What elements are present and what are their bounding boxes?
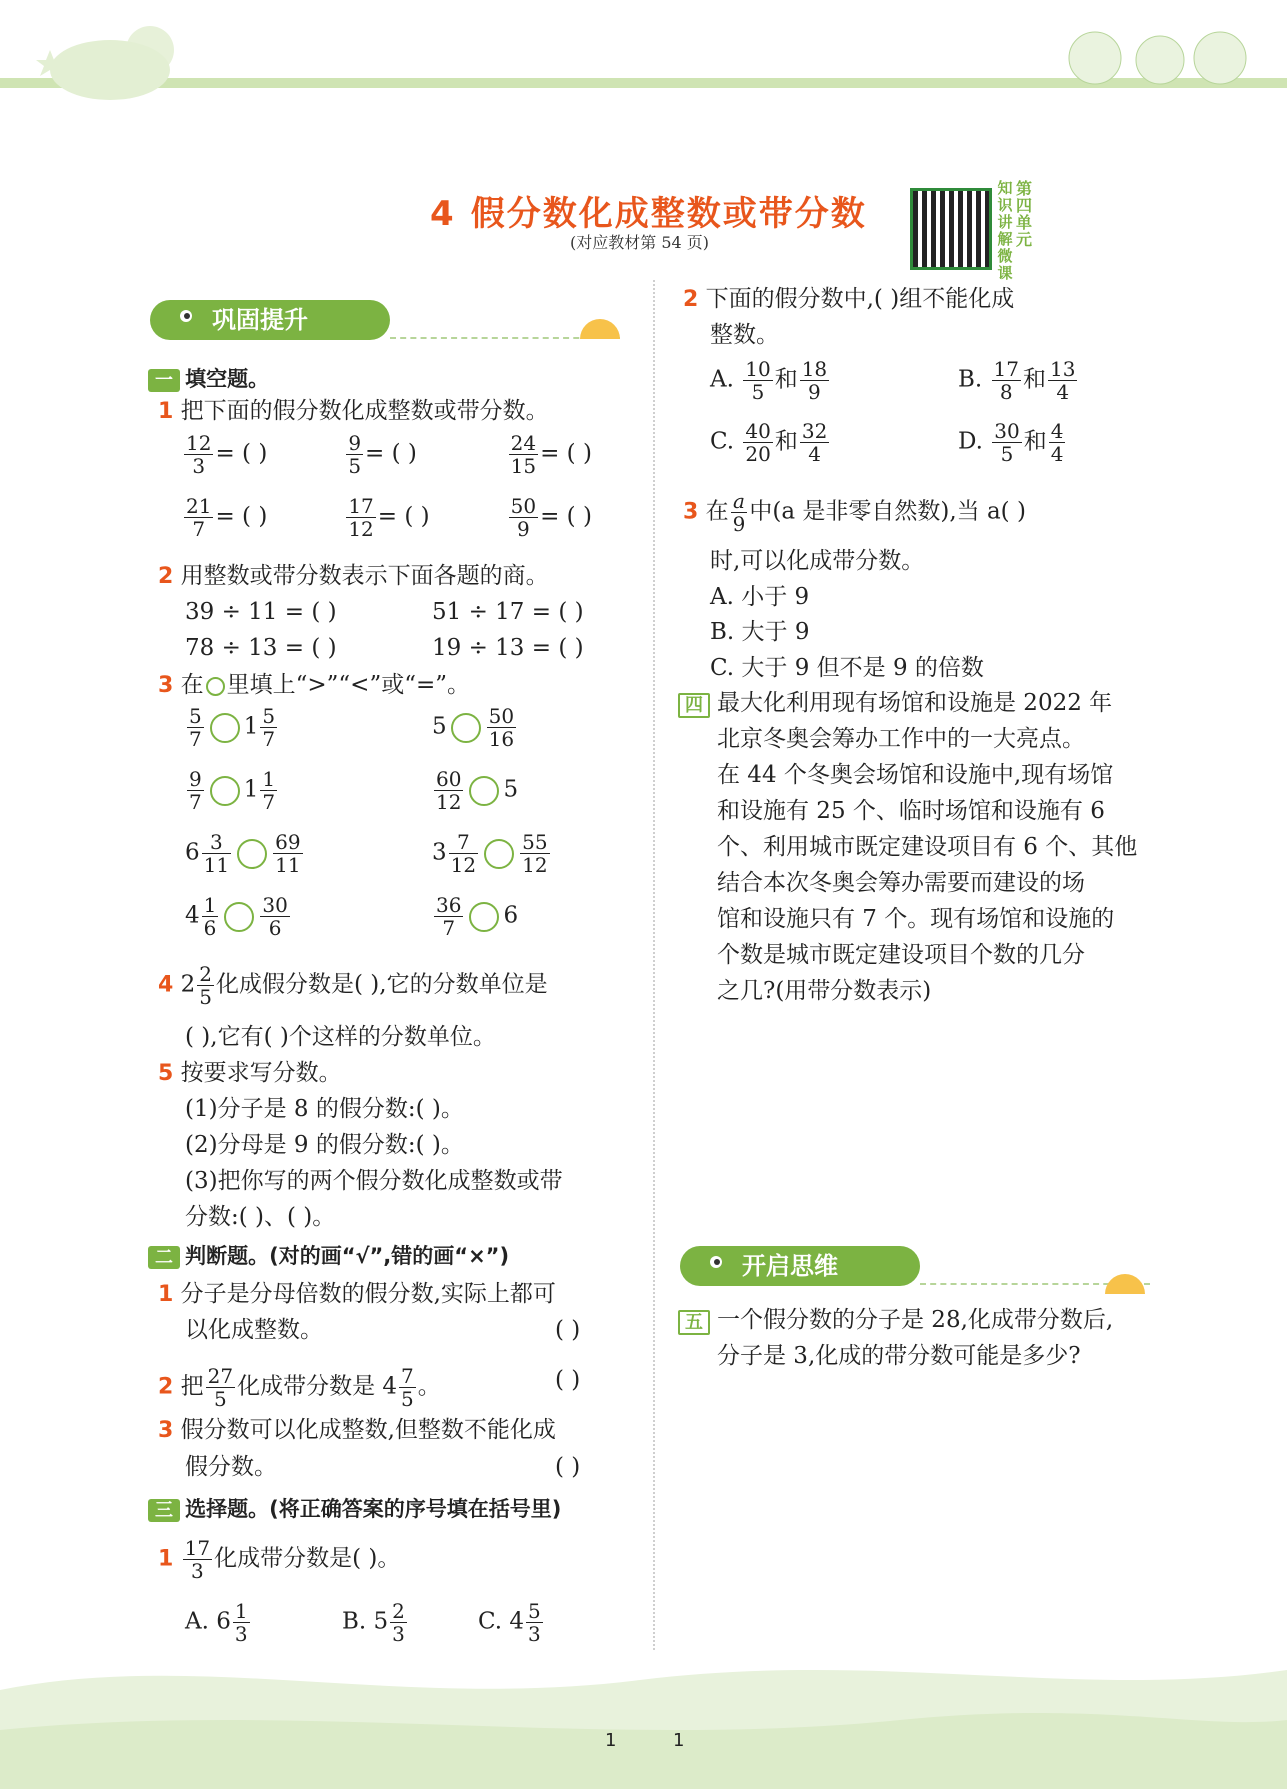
fraction: $\frac{60}{12}$: [436, 767, 462, 814]
choice-q3-line2: 时,可以化成带分数。: [710, 548, 925, 574]
hills-decoration: [0, 1630, 1287, 1789]
answer-paren[interactable]: ( ): [555, 1454, 581, 1480]
page-number-left: 1: [605, 1730, 617, 1751]
choice-q2-option-d[interactable]: D. $\frac{30}{5}$ 和 $\frac{4}{4}$: [958, 419, 1064, 466]
part4-line: 在 44 个冬奥会场馆和设施中,现有场馆: [717, 762, 1114, 788]
page-title: 假分数化成整数或带分数: [470, 194, 867, 234]
choice-q2-option-c[interactable]: C. $\frac{40}{20}$ 和 $\frac{32}{4}$: [710, 419, 828, 466]
judge-q3-line2: 假分数。: [185, 1454, 277, 1480]
compare-circle[interactable]: [469, 902, 499, 932]
choice-q2-text[interactable]: 下面的假分数中,( )组不能化成: [705, 286, 1015, 312]
choice-q2: 2 下面的假分数中,( )组不能化成: [683, 286, 1015, 312]
fraction: $\frac{24}{15}$: [510, 431, 537, 478]
part3-header: [148, 1493, 561, 1523]
fraction: $\frac{55}{12}$: [522, 830, 548, 877]
part4-line: 和设施有 25 个、临时场馆和设施有 6: [717, 798, 1105, 824]
judge-q1-line2: 以化成整数。: [185, 1317, 323, 1343]
choice-q1-option[interactable]: A. 6 $\frac{1}{3}$: [185, 1599, 248, 1646]
q2-number: 2: [158, 564, 174, 589]
part4-line: 结合本次冬奥会筹办需要而建设的场: [717, 870, 1085, 896]
page-number-right: 1: [673, 1730, 685, 1751]
part1-badge: 一: [148, 369, 180, 392]
fraction: $\frac{7}{12}$: [450, 830, 477, 877]
compare-item: 5 $\frac{50}{16}$: [432, 704, 515, 751]
q1-number: 1: [158, 399, 174, 424]
compare-item: $\frac{9}{7}$ 1 $\frac{1}{7}$: [189, 767, 276, 814]
part3-badge: 三: [148, 1499, 180, 1522]
choice-q3-option[interactable]: C. 大于 9 但不是 9 的倍数: [710, 655, 984, 681]
circle-icon: [206, 677, 225, 696]
q2-text: 用整数或带分数表示下面各题的商。: [180, 563, 549, 589]
part4-line: 之几?(用带分数表示): [717, 978, 932, 1004]
fraction: $\frac{2}{5}$: [199, 962, 212, 1009]
q1-text: 把下面的假分数化成整数或带分数。: [180, 398, 549, 424]
q5-line-item: (3)把你写的两个假分数化成整数或带: [185, 1168, 563, 1194]
part1-title: 填空题。: [185, 367, 270, 391]
part4-line: 北京冬奥会筹办工作中的一大亮点。: [717, 726, 1085, 752]
fraction: $\frac{9}{7}$: [189, 767, 202, 814]
q2-item[interactable]: 78 ÷ 13 = ( ): [185, 635, 337, 661]
thinking-banner-label: 开启思维: [680, 1246, 920, 1286]
answer-blank[interactable]: = ( ): [377, 503, 430, 530]
q5-number: 5: [158, 1061, 174, 1086]
fraction: $\frac{9}{5}$: [348, 431, 362, 478]
choice-q1-option[interactable]: C. 4 $\frac{5}{3}$: [478, 1599, 541, 1646]
q2-line: [158, 561, 549, 592]
choice-q2-line2: 整数。: [710, 322, 779, 348]
fraction: $\frac{12}{3}$: [186, 431, 212, 478]
fraction: $\frac{17}{12}$: [348, 494, 374, 541]
q5-line-item[interactable]: (1)分子是 8 的假分数:( )。: [185, 1096, 464, 1122]
animals-decoration: [1060, 18, 1260, 88]
lesson-number: 4: [430, 194, 454, 234]
q5-line: [158, 1058, 342, 1089]
consolidate-banner-label: 巩固提升: [150, 300, 390, 340]
fraction: $\frac{36}{7}$: [436, 893, 462, 940]
part3-title: 选择题。(将正确答案的序号填在括号里): [185, 1497, 562, 1521]
q2-item[interactable]: 51 ÷ 17 = ( ): [432, 599, 584, 625]
qr-code[interactable]: [910, 188, 992, 270]
whale-icon: [680, 1234, 740, 1290]
part2-header: [148, 1240, 509, 1270]
compare-item: $\frac{60}{12}$ 5: [436, 767, 519, 814]
choice-q3-option[interactable]: A. 小于 9: [710, 584, 810, 610]
part4-line: 最大化利用现有场馆和设施是 2022 年: [717, 690, 1113, 716]
q1-row2: [182, 495, 642, 540]
fraction: $\frac{5}{7}$: [262, 704, 276, 751]
q1-line: [158, 396, 549, 427]
answer-blank[interactable]: = ( ): [540, 503, 592, 530]
fraction: $\frac{3}{11}$: [203, 830, 230, 877]
fraction: $\frac{7}{5}$: [401, 1364, 414, 1411]
choice-q3-text[interactable]: 中(a 是非零自然数),当 a( ): [749, 498, 1026, 525]
choice-q3: 3 在 $\frac{a}{9}$ 中(a 是非零自然数),当 a( ): [683, 489, 1026, 536]
whale-icon: [150, 288, 210, 344]
unit-label: 第四单元: [1015, 179, 1032, 249]
compare-circle[interactable]: [237, 839, 267, 869]
q2-item[interactable]: 39 ÷ 11 = ( ): [185, 599, 337, 625]
fraction: $\frac{50}{16}$: [488, 704, 515, 751]
answer-paren[interactable]: ( ): [555, 1317, 581, 1343]
compare-item: 6 $\frac{3}{11}$ $\frac{69}{11}$: [185, 830, 301, 877]
fraction: $\frac{69}{11}$: [275, 830, 301, 877]
choice-q2-option-a[interactable]: A. $\frac{10}{5}$ 和 $\frac{18}{9}$: [710, 357, 828, 404]
choice-q1: 1 $\frac{17}{3}$ 化成带分数是( )。: [158, 1536, 401, 1583]
cloud-sun-decoration: [20, 10, 200, 110]
fraction: $\frac{17}{3}$: [184, 1536, 211, 1583]
part4-line: 馆和设施只有 7 个。现有场馆和设施的: [717, 906, 1115, 932]
compare-item: $\frac{36}{7}$ 6: [436, 893, 519, 940]
compare-item: 3 $\frac{7}{12}$ $\frac{55}{12}$: [432, 830, 548, 877]
fraction: $\frac{27}{5}$: [207, 1364, 234, 1411]
qr-label: 知识讲解微课: [997, 179, 1013, 282]
part5-line: 一个假分数的分子是 28,化成带分数后,: [717, 1307, 1114, 1333]
q1-row1: [182, 432, 642, 477]
column-divider: [653, 280, 655, 1650]
choice-q1-option[interactable]: B. 5 $\frac{2}{3}$: [342, 1599, 405, 1646]
textbook-reference: (对应教材第 54 页): [570, 233, 710, 252]
fraction: $\frac{a}{9}$: [732, 489, 746, 536]
compare-circle[interactable]: [469, 776, 499, 806]
answer-blank[interactable]: = ( ): [215, 503, 268, 530]
q4-line: 4 2 $\frac{2}{5}$ 化成假分数是( ),它的分数单位是: [158, 962, 548, 1009]
judge-q3: 3 假分数可以化成整数,但整数不能化成: [158, 1417, 556, 1443]
answer-blank[interactable]: = ( ): [540, 440, 592, 467]
judge-q1: 1 分子是分母倍数的假分数,实际上都可: [158, 1281, 556, 1307]
answer-blank[interactable]: = ( ): [365, 440, 417, 467]
fraction: $\frac{1}{7}$: [262, 767, 276, 814]
sun-icon: [575, 305, 625, 345]
fraction: $\frac{30}{6}$: [262, 893, 288, 940]
q5-text: 按要求写分数。: [180, 1060, 342, 1086]
compare-circle[interactable]: [451, 713, 481, 743]
part4-line: 个数是城市既定建设项目个数的几分: [717, 942, 1085, 968]
q4-text-a[interactable]: 化成假分数是( ),它的分数单位是: [216, 971, 548, 998]
part2-title: 判断题。(对的画“√”,错的画“×”): [185, 1244, 510, 1268]
choice-q2-option-b[interactable]: B. $\frac{17}{8}$ 和 $\frac{13}{4}$: [958, 357, 1076, 404]
compare-circle[interactable]: [210, 776, 240, 806]
q4-text-b[interactable]: ( ),它有( )个这样的分数单位。: [185, 1024, 496, 1050]
sun-icon: [1100, 1260, 1150, 1300]
q5-line-item[interactable]: (2)分母是 9 的假分数:( )。: [185, 1132, 464, 1158]
judge-q2: 2 把 $\frac{27}{5}$ 化成带分数是 4 $\frac{7}{5}$ 。: [158, 1364, 441, 1411]
compare-circle[interactable]: [224, 902, 254, 932]
fraction: $\frac{21}{7}$: [186, 494, 212, 541]
fraction: $\frac{1}{6}$: [203, 893, 217, 940]
lesson-title-row: [430, 186, 867, 235]
q3-number: 3: [158, 673, 174, 698]
compare-circle[interactable]: [484, 839, 514, 869]
q5-line-item[interactable]: 分数:( )、( )。: [185, 1204, 336, 1230]
fraction: $\frac{50}{9}$: [510, 494, 537, 541]
choice-q3-option[interactable]: B. 大于 9: [710, 619, 810, 645]
part5-line: 分子是 3,化成的带分数可能是多少?: [717, 1343, 1081, 1369]
fraction: $\frac{5}{7}$: [189, 704, 202, 751]
compare-item: 4 $\frac{1}{6}$ $\frac{30}{6}$: [185, 893, 288, 940]
part5-badge: 五: [678, 1310, 710, 1335]
choice-q1-text[interactable]: 化成带分数是( )。: [214, 1545, 401, 1572]
q3-line: 3 在 里填上“>”“<”或“=”。: [158, 672, 470, 698]
part4-badge-wrap: [678, 691, 710, 717]
part4-badge: 四: [678, 693, 710, 718]
answer-paren[interactable]: ( ): [555, 1367, 581, 1393]
q2-item[interactable]: 19 ÷ 13 = ( ): [432, 635, 584, 661]
part2-badge: 二: [148, 1246, 180, 1269]
compare-circle[interactable]: [210, 713, 240, 743]
part1-header: [148, 363, 269, 393]
answer-blank[interactable]: = ( ): [215, 440, 268, 467]
compare-item: $\frac{5}{7}$ 1 $\frac{5}{7}$: [189, 704, 276, 751]
part4-line: 个、利用城市既定建设项目有 6 个、其他: [717, 834, 1138, 860]
q4-number: 4: [158, 972, 174, 998]
part5-badge-wrap: [678, 1308, 710, 1334]
